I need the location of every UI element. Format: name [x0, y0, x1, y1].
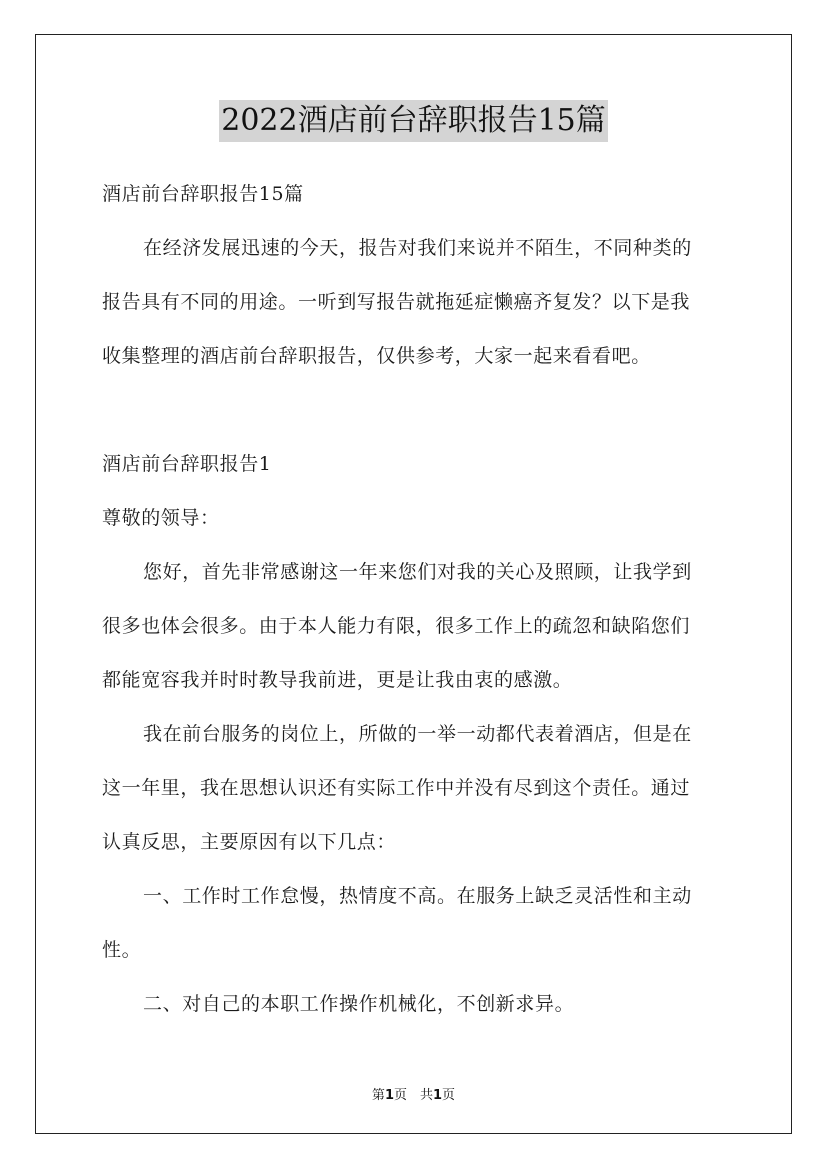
- document-title: 2022酒店前台辞职报告15篇: [219, 100, 608, 142]
- para1-line-3: 都能宽容我并时时教导我前进，更是让我由衷的感激。: [102, 669, 573, 691]
- para1-line-1: 您好，首先非常感谢这一年来您们对我的关心及照顾，让我学到: [143, 561, 692, 583]
- footer-page-total: 1: [433, 1088, 443, 1103]
- intro-line-2: 报告具有不同的用途。一听到写报告就拖延症懒癌齐复发？以下是我: [102, 291, 691, 313]
- document-subtitle: 酒店前台辞职报告15篇: [102, 183, 304, 205]
- para3-line-2: 性。: [102, 939, 142, 961]
- title-container: [0, 100, 827, 142]
- section-heading: 酒店前台辞职报告1: [102, 453, 272, 475]
- para2-line-1: 我在前台服务的岗位上，所做的一举一动都代表着酒店，但是在: [143, 723, 692, 745]
- para2-line-2: 这一年里，我在思想认识还有实际工作中并没有尽到这个责任。通过: [102, 777, 691, 799]
- page-footer: [0, 1084, 827, 1103]
- footer-page-mid: 页 共: [393, 1088, 433, 1103]
- footer-page-current: 1: [384, 1088, 394, 1103]
- intro-line-3: 收集整理的酒店前台辞职报告，仅供参考，大家一起来看看吧。: [102, 345, 651, 367]
- salutation: 尊敬的领导：: [102, 507, 220, 529]
- para4-line-1: 二、对自己的本职工作操作机械化，不创新求异。: [143, 993, 575, 1015]
- intro-line-1: 在经济发展迅速的今天，报告对我们来说并不陌生，不同种类的: [143, 237, 692, 259]
- para3-line-1: 一、工作时工作怠慢，热情度不高。在服务上缺乏灵活性和主动: [143, 885, 692, 907]
- footer-page-prefix: 第: [371, 1088, 385, 1103]
- para1-line-2: 很多也体会很多。由于本人能力有限，很多工作上的疏忽和缺陷您们: [102, 615, 691, 637]
- footer-page-suffix: 页: [442, 1088, 456, 1103]
- para2-line-3: 认真反思，主要原因有以下几点：: [102, 831, 397, 853]
